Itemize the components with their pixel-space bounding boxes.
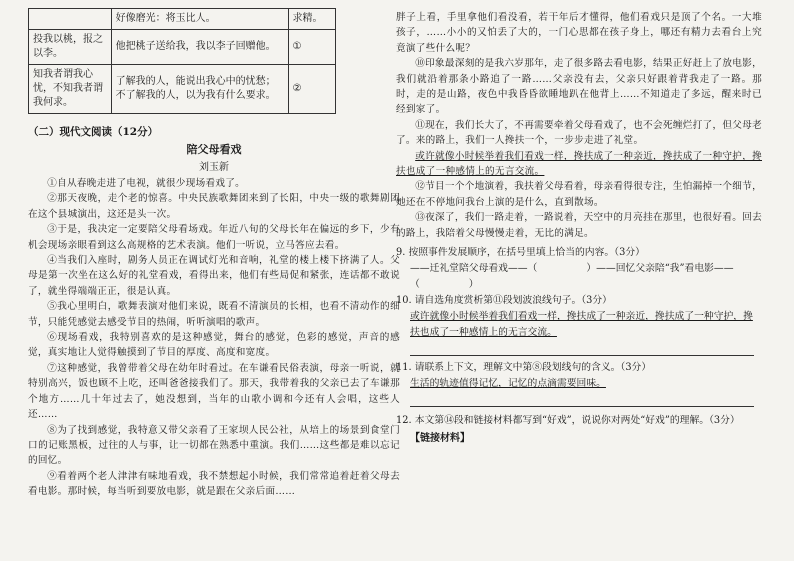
table-cell: 投我以桃，报之以李。 (29, 30, 112, 65)
paragraph-13: ⑬夜深了，我们一路走着，一路说着，天空中的月亮挂在那里，也很好看。回去的路上，我陪着父母慢慢走着，无比的满足。 (396, 212, 762, 239)
table-row (29, 30, 336, 65)
table-row (29, 9, 336, 30)
paragraph-10: ⑩印象最深刻的是我六岁那年，走了很多路去看电影，结果正好赶上了放电影，我们就沿着那条小路追了一路……父亲没有去，父亲只好跟着背我走了一路。那时，走的是山路，夜色中我昏昏欲睡地趴在他背上……不知道走了多远，醒来时已经到家了。 (396, 58, 762, 116)
idiom-table (28, 8, 336, 114)
table-cell: ① (288, 30, 336, 65)
link-material-label: 【链接材料】 (410, 433, 470, 445)
table-row (29, 65, 336, 114)
question-10: 10. 请自选角度赏析第⑪段划波浪线句子。（3分） (396, 295, 612, 307)
paragraph-9-cont: 胖子上看，手里拿他们看没看，若干年后才懂得，他们看戏只是顶了个名。一大堆孩子，……小小的又怕丢了大的，一门心思都在孩子身上，哪还有精力去看台上究竟演了些什么呢？ (396, 12, 762, 54)
left-column (28, 0, 400, 500)
question-11: 11. 请联系上下文，理解文中第⑧段划线句的含义。（3分） (396, 362, 652, 374)
paragraph-6: ⑥现场看戏，我特别喜欢的是这种感觉，舞台的感觉，色彩的感觉，声音的感觉，真实地让人觉得触摸到了节目的厚度、高度和宽度。 (28, 332, 400, 359)
section-heading: （二）现代文阅读（12分） (28, 126, 159, 138)
table-cell (29, 9, 112, 30)
paragraph-11: ⑪现在，我们长大了，不再需要牵着父母看戏了，也不会死缠烂打了，但父母老了。来的路上，我们一人搀扶一个，一步步走进了礼堂。 (396, 119, 762, 147)
paragraph-3: ③于是，我决定一定要陪父母看场戏。年近八旬的父母长年在偏远的乡下，少有机会现场亲眼看到这么高规格的艺术表演。他们一听说，立马答应去看。 (28, 224, 400, 251)
table-cell: 了解我的人，能说出我心中的忧愁；不了解我的人，以为我有什么要求。 (111, 65, 288, 114)
paragraph-12: ⑫节目一个个地演着，我扶着父母看着，母亲看得很专注，生怕漏掉一个细节，她还在不停地问我台上演的是什么，直到散场。 (396, 181, 762, 208)
paragraph-7: ⑦这种感觉，我曾带着父母在幼年时看过。在车谦看民俗表演，母亲一听说，就特别高兴，饭也顾不上吃，还叫爸爸接我们了。那天，我带着我的父亲已去了车谦那个地方……几十年过去了，她没想到，当年的山歌小调和今还有人会唱，这些人还…… (28, 362, 400, 421)
question-10-answer[interactable]: 或许就像小时候举着我们看戏一样，搀扶成了一种亲近，搀扶成了一种守护，搀扶也成了一种感情上的无言交流。 (410, 311, 753, 339)
table-cell: 求精。 (288, 9, 336, 30)
article-author: 刘玉新 (199, 162, 229, 173)
right-column (396, 0, 762, 444)
question-12: 12. 本文第⑭段和链接材料都写到“好戏”，说说你对两处“好戏”的理解。（3分） (396, 415, 740, 427)
table-cell: 知我者谓我心忧，不知我者谓我何求。 (29, 65, 112, 114)
paragraph-9: ⑨看着两个老人津津有味地看戏，我不禁想起小时候，我们常常追着赶着父母去看电影。那时候，每当听到要放电影，就是跟在父亲后面…… (28, 470, 400, 498)
table-cell: ② (288, 65, 336, 114)
paragraph-8: ⑧为了找到感觉，我特意又带父亲看了王家坝人民公社，从培上的场景到食堂门口的记账黑板，过往的人与事，让一切都在熟悉中重演。我们……这些都是难以忘记的回忆。 (28, 424, 400, 467)
question-11-answer[interactable]: 生活的轨迹值得记忆，记忆的点滴需要回味。 (410, 378, 606, 390)
table-cell: 他把桃子送给我，我以李子回赠他。 (111, 30, 288, 65)
underlined-sentence: 或许就像小时候举着我们看戏一样，搀扶成了一种亲近，搀扶成了一种守护，搀扶也成了一种感情上的无言交流。 (396, 150, 762, 178)
article-title: 陪父母看戏 (186, 143, 242, 156)
question-9: 9. 按照事件发展顺序，在括号里填上恰当的内容。（3分） (396, 247, 645, 259)
paragraph-2: ②那天夜晚，走个老的惊喜。中央民族歌舞团来到了长阳，中央一级的歌舞剧团在这个县城演出，这还是头一次。 (28, 193, 400, 220)
table-cell: 好像磨光：将玉比人。 (111, 9, 288, 30)
answer-line[interactable] (410, 341, 754, 356)
answer-line[interactable] (410, 392, 754, 407)
question-9-chain[interactable]: ——迁礼堂陪父母看戏——（ ）——回忆父亲陪“我”看电影——（ ） (410, 263, 734, 291)
paragraph-5: ⑤我心里明白，歌舞表演对他们来说，既看不清演员的长相，也看不清动作的细节，只能凭感觉去感受节目的热闹，听听演唱的歌声。 (28, 301, 400, 328)
paragraph-4: ④当我们入座时，剧务人员正在调试灯光和音响，礼堂的楼上楼下挤满了人。父母是第一次坐在这么好的礼堂看戏，看得出来，他们有些局促和紧张，连话都不敢说了，就坐得端端正正，很是认真。 (28, 255, 400, 297)
paragraph-1: ①自从春晚走进了电视，就很少现场看戏了。 (47, 178, 246, 189)
